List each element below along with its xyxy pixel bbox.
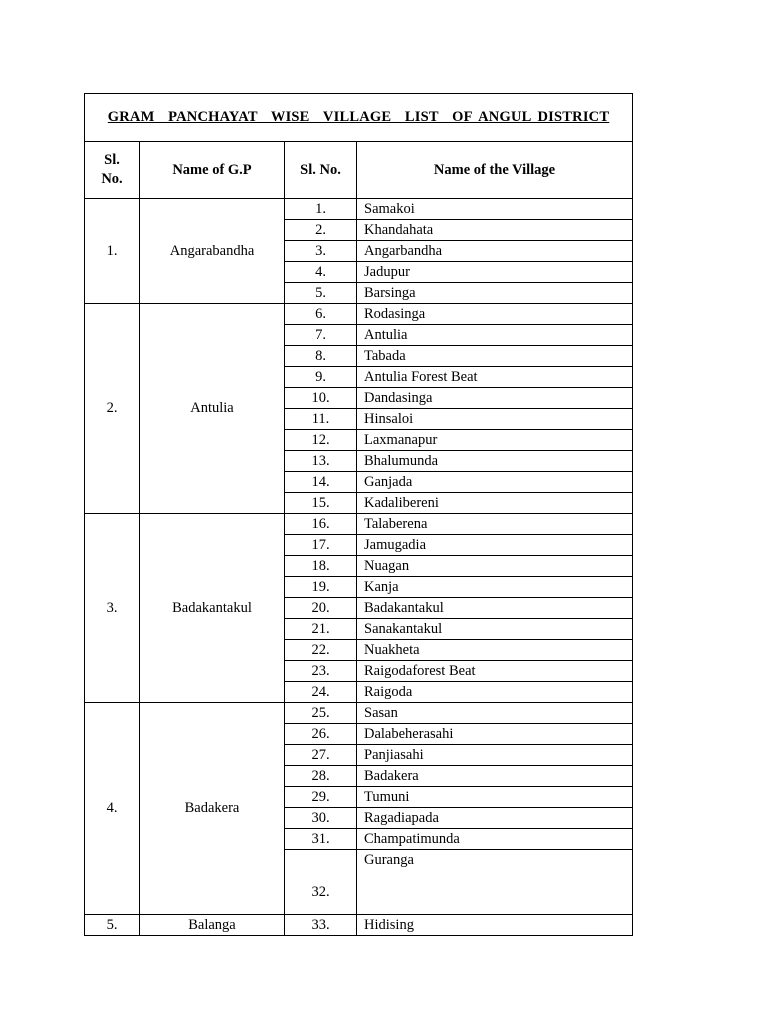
village-serial-number: 20. bbox=[285, 598, 357, 619]
village-name: Tabada bbox=[357, 346, 633, 367]
village-serial-number: 8. bbox=[285, 346, 357, 367]
village-name: Hidising bbox=[357, 915, 633, 936]
village-serial-number: 23. bbox=[285, 661, 357, 682]
village-serial-number: 17. bbox=[285, 535, 357, 556]
village-serial-number: 11. bbox=[285, 409, 357, 430]
village-serial-number: 6. bbox=[285, 304, 357, 325]
village-serial-number: 4. bbox=[285, 262, 357, 283]
village-serial-number: 21. bbox=[285, 619, 357, 640]
village-list-table bbox=[84, 93, 633, 936]
village-name: Sasan bbox=[357, 703, 633, 724]
village-name: Raigodaforest Beat bbox=[357, 661, 633, 682]
header-village-name: Name of the Village bbox=[357, 142, 633, 199]
village-name: Kadalibereni bbox=[357, 493, 633, 514]
header-sl-no-gp-text: Sl. No. bbox=[101, 152, 123, 187]
village-serial-number: 2. bbox=[285, 220, 357, 241]
village-name: Raigoda bbox=[357, 682, 633, 703]
village-name: Hinsaloi bbox=[357, 409, 633, 430]
village-serial-number: 12. bbox=[285, 430, 357, 451]
village-serial-number: 16. bbox=[285, 514, 357, 535]
village-name: Dalabeherasahi bbox=[357, 724, 633, 745]
gp-serial-number: 2. bbox=[85, 304, 140, 514]
village-name: Rodasinga bbox=[357, 304, 633, 325]
header-sl-no-village: Sl. No. bbox=[285, 142, 357, 199]
village-name: Laxmanapur bbox=[357, 430, 633, 451]
document-title-text: GRAM PANCHAYAT WISE VILLAGE LIST OF ANGUL DISTRICT bbox=[107, 109, 610, 125]
village-name: Dandasinga bbox=[357, 388, 633, 409]
village-serial-number: 25. bbox=[285, 703, 357, 724]
table-row bbox=[85, 514, 633, 535]
village-serial-number: 28. bbox=[285, 766, 357, 787]
village-name: Nuakheta bbox=[357, 640, 633, 661]
village-name: Khandahata bbox=[357, 220, 633, 241]
village-name: Nuagan bbox=[357, 556, 633, 577]
gp-name: Balanga bbox=[140, 915, 285, 936]
gp-name: Badakera bbox=[140, 703, 285, 915]
village-name: Talaberena bbox=[357, 514, 633, 535]
village-serial-number: 22. bbox=[285, 640, 357, 661]
village-name: Jadupur bbox=[357, 262, 633, 283]
village-name: Antulia bbox=[357, 325, 633, 346]
village-name: Guranga bbox=[357, 850, 633, 915]
village-serial-number: 1. bbox=[285, 199, 357, 220]
village-name: Ragadiapada bbox=[357, 808, 633, 829]
village-list-document bbox=[84, 93, 633, 936]
village-name: Angarbandha bbox=[357, 241, 633, 262]
gp-serial-number: 4. bbox=[85, 703, 140, 915]
village-serial-number: 27. bbox=[285, 745, 357, 766]
village-name: Tumuni bbox=[357, 787, 633, 808]
village-name: Badakantakul bbox=[357, 598, 633, 619]
gp-serial-number: 5. bbox=[85, 915, 140, 936]
village-serial-number: 9. bbox=[285, 367, 357, 388]
village-name: Barsinga bbox=[357, 283, 633, 304]
village-name: Sanakantakul bbox=[357, 619, 633, 640]
village-name: Antulia Forest Beat bbox=[357, 367, 633, 388]
village-serial-number: 15. bbox=[285, 493, 357, 514]
title-row bbox=[85, 94, 633, 142]
village-serial-number: 32. bbox=[285, 850, 357, 915]
gp-name: Antulia bbox=[140, 304, 285, 514]
table-row bbox=[85, 915, 633, 936]
village-serial-number: 30. bbox=[285, 808, 357, 829]
table-row bbox=[85, 304, 633, 325]
village-name: Badakera bbox=[357, 766, 633, 787]
village-name: Bhalumunda bbox=[357, 451, 633, 472]
village-name: Jamugadia bbox=[357, 535, 633, 556]
gp-name: Angarabandha bbox=[140, 199, 285, 304]
header-row bbox=[85, 142, 633, 199]
village-name: Ganjada bbox=[357, 472, 633, 493]
village-serial-number: 29. bbox=[285, 787, 357, 808]
village-name: Champatimunda bbox=[357, 829, 633, 850]
village-serial-number: 31. bbox=[285, 829, 357, 850]
village-name: Kanja bbox=[357, 577, 633, 598]
document-title bbox=[85, 94, 633, 142]
gp-serial-number: 3. bbox=[85, 514, 140, 703]
village-serial-number: 14. bbox=[285, 472, 357, 493]
village-serial-number: 26. bbox=[285, 724, 357, 745]
village-serial-number: 18. bbox=[285, 556, 357, 577]
village-name: Panjiasahi bbox=[357, 745, 633, 766]
header-sl-no-gp bbox=[85, 142, 140, 199]
village-serial-number: 10. bbox=[285, 388, 357, 409]
village-serial-number: 13. bbox=[285, 451, 357, 472]
table-row bbox=[85, 199, 633, 220]
village-serial-number: 33. bbox=[285, 915, 357, 936]
village-name: Samakoi bbox=[357, 199, 633, 220]
village-serial-number: 3. bbox=[285, 241, 357, 262]
gp-serial-number: 1. bbox=[85, 199, 140, 304]
table-row bbox=[85, 703, 633, 724]
village-serial-number: 19. bbox=[285, 577, 357, 598]
village-serial-number: 7. bbox=[285, 325, 357, 346]
header-gp-name: Name of G.P bbox=[140, 142, 285, 199]
gp-name: Badakantakul bbox=[140, 514, 285, 703]
village-serial-number: 24. bbox=[285, 682, 357, 703]
village-serial-number: 5. bbox=[285, 283, 357, 304]
table-body bbox=[85, 199, 633, 936]
